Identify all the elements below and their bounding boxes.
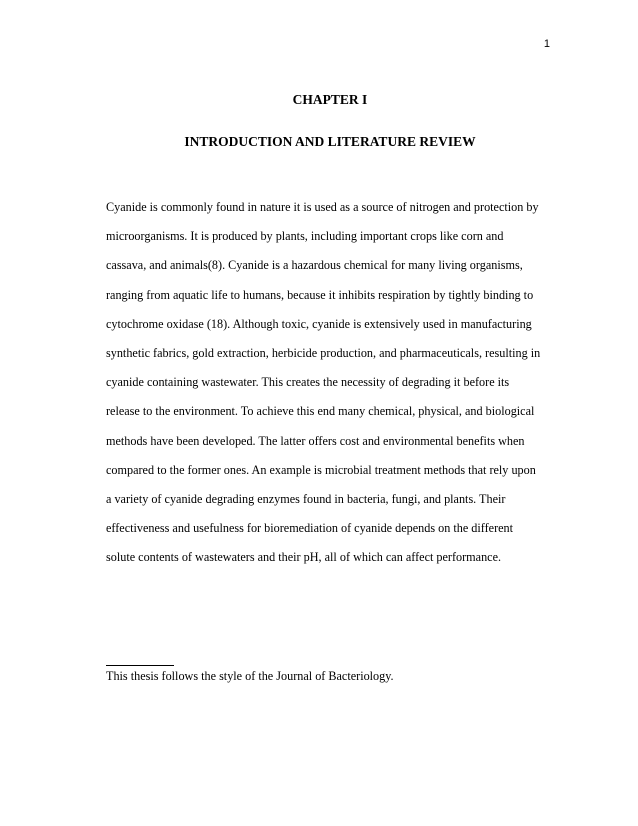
footnote-text: This thesis follows the style of the Journal of Bacteriology. xyxy=(106,669,394,683)
chapter-label: CHAPTER I xyxy=(292,92,368,107)
body-line: cassava, and animals(8). Cyanide is a hazardous chemical for many living organisms, xyxy=(106,258,523,273)
body-line: effectiveness and usefulness for bioremediation of cyanide depends on the different xyxy=(106,521,514,536)
page-number: 1 xyxy=(543,38,550,50)
body-line: compared to the former ones. An example is microbial treatment methods that rely upon xyxy=(106,462,536,477)
body-line: microorganisms. It is produced by plants, including important crops like corn and xyxy=(106,229,504,244)
body-line: cyanide containing wastewater. This creates the necessity of degrading it before its xyxy=(106,375,510,390)
body-line: solute contents of wastewaters and their pH, all of which can affect performance. xyxy=(106,550,502,565)
body-line: Cyanide is commonly found in nature it is used as a source of nitrogen and protection by xyxy=(106,200,539,214)
footnote-rule xyxy=(106,665,174,666)
body-line: synthetic fabrics, gold extraction, herbicide production, and pharmaceuticals, resulting in xyxy=(106,345,541,360)
body-line: ranging from aquatic life to humans, because it inhibits respiration by tightly binding to xyxy=(106,287,534,302)
body-line: a variety of cyanide degrading enzymes found in bacteria, fungi, and plants. Their xyxy=(106,491,506,506)
body-line: cytochrome oxidase (18). Although toxic, cyanide is extensively used in manufacturing xyxy=(106,316,532,331)
body-paragraph xyxy=(106,199,554,578)
body-line: methods have been developed. The latter offers cost and environmental benefits when xyxy=(106,433,525,448)
chapter-title: INTRODUCTION AND LITERATURE REVIEW xyxy=(184,134,476,149)
body-line: release to the environment. To achieve this end many chemical, physical, and biological xyxy=(106,404,535,419)
